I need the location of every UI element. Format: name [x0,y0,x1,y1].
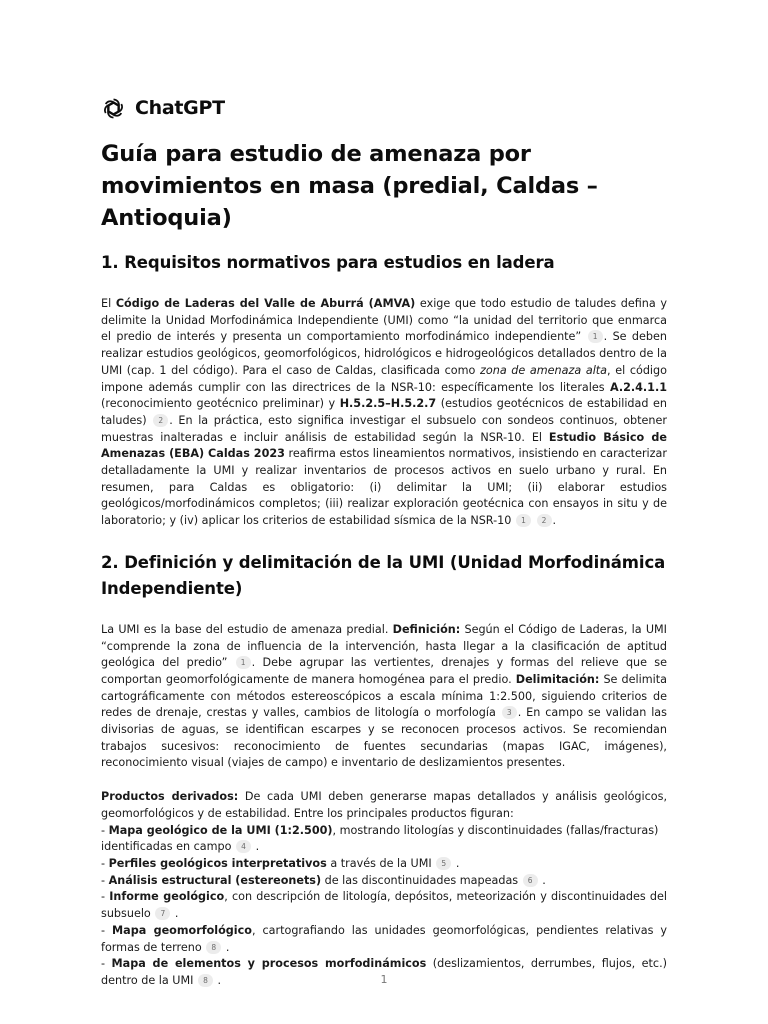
text: , cartografiando las unidades geomorfológicas, pendientes relativas y formas de terreno [101,923,668,954]
citation-badge[interactable]: 6 [523,874,538,887]
text: . [455,856,460,870]
bold-text: Mapa geomorfológico [112,923,252,937]
bold-text: H.5.2.5–H.5.2.7 [339,397,437,411]
italic-text: zona de amenaza alta [480,363,608,377]
page-number: 1 [380,973,388,986]
text: reafirma estos lineamientos normativos, insistiendo en caracterizar detalladamente la UMI y realizar inventarios de procesos activos en suelo urbano y rural. En resumen, para Caldas es obligatorio: (i) delimitar la UMI; (ii) elaborar estudios geológicos/morfodinámicos completos; (iii) realizar exploración geotécnica con ensayos in situ y de laboratorio; y (iv) aplicar los criterios de estabilidad sísmica de la NSR-10 [101,447,667,528]
product-item [101,823,667,856]
products-lead [101,789,667,822]
text: . Debe agrupar las vertientes, drenajes y formas del relieve que se comportan geomorfológicamente de manera homogénea para el predio. [101,656,667,686]
citation-badge[interactable]: 4 [236,840,251,853]
section-1-paragraph [101,296,667,530]
text: El [101,297,116,310]
dash: - [101,957,112,971]
citation-badge[interactable]: 1 [516,514,531,527]
bold-text: Delimitación: [515,672,600,686]
bold-text: Estudio Básico de Amenazas (EBA) Caldas 2023 [101,430,668,461]
bold-text: Mapa geológico de la UMI (1:2.500) [108,823,333,837]
citation-badge[interactable]: 1 [588,330,603,343]
dash: - [101,873,109,887]
text: . Se deben realizar estudios geológicos, geomorfológicos, hidrológicos e hidrogeológicos detallados dentro de la UMI (cap. 1 del código). Para el caso de Caldas, clasificada como [101,330,667,377]
text: , el código impone además cumplir con las directrices de la NSR-10: específicamente los literales [101,363,667,394]
brand-name: ChatGPT [135,97,225,119]
products-paragraph [101,789,667,989]
citation-badge[interactable]: 8 [198,974,213,987]
bold-text: Informe geológico [109,890,225,904]
openai-knot-icon [101,96,126,121]
citation-badge[interactable]: 2 [537,514,552,527]
document-title: Guía para estudio de amenaza por movimientos en masa (predial, Caldas – Antioquia) [101,141,598,231]
product-item [101,856,667,873]
text: Se delimita cartográficamente con métodos estereoscópicos a escala mínima 1:2.500, siguiendo criterios de redes de drenaje, crestas y valles, cambios de litología o morfología [101,672,667,720]
text: . [542,873,546,887]
citation-badge[interactable]: 3 [502,706,517,719]
product-item [101,923,667,956]
citation-badge[interactable]: 7 [155,907,170,920]
text: Según el Código de Laderas, la UMI “comprende la zona de influencia de la intervención, hasta llegar a la clasificación de aptitud geológica del predio” [101,622,667,670]
citation-badge[interactable]: 2 [153,414,168,427]
text: . [552,514,557,528]
bold-text: A.2.4.1.1 [609,380,667,394]
text: , con descripción de litología, depósitos, meteorización y discontinuidades del subsuelo [101,890,668,921]
bold-text: Análisis estructural (estereonets) [108,873,322,887]
bold-text: Mapa de elementos y procesos morfodinámicos [111,957,427,971]
section-2-paragraph [101,622,667,772]
text: (reconocimiento geotécnico preliminar) y [101,397,340,411]
dash: - [101,823,109,837]
citation-badge[interactable]: 5 [436,857,451,870]
text: de las discontinuidades mapeadas [321,873,519,887]
text: , mostrando litologías y discontinuidades (fallas/fracturas) identificadas en campo [101,823,659,854]
citation-badge[interactable]: 1 [236,656,251,669]
text: . [225,940,230,954]
document-body [101,138,667,990]
bold-text: Perfiles geológicos interpretativos [108,856,327,870]
product-item [101,873,667,890]
text: a través de la UMI [326,856,432,870]
dash: - [101,890,110,904]
citation-badge[interactable]: 8 [206,941,221,954]
text: . En campo se validan las divisorias de aguas, se identifican escarpes y se reconocen procesos activos. Se recomiendan trabajos sucesivos: reconocimiento de fuentes secundarias (mapas IGAC, imágenes), reconocimiento visual (viajes de campo) e inventario de deslizamientos presentes. [101,706,667,770]
text: . [174,907,179,921]
section-2-heading: 2. Definición y delimitación de la UMI (Unidad Morfodinámica Independiente) [101,552,666,598]
text: (estudios geotécnicos de estabilidad en taludes) [101,397,668,427]
text: . En la práctica, esto significa investigar el subsuelo con sondeos continuos, obtener muestras inalteradas e incluir análisis de estabilidad según la NSR-10. El [101,413,667,444]
text: exige que todo estudio de taludes defina y delimite la Unidad Morfodinámica Independiente (UMI) como “la unidad del territorio que enmarca el predio de interés y presenta un comportamiento morfodinámico independiente” [101,297,668,344]
text: . [217,973,222,987]
text: (deslizamientos, derrumbes, flujos, etc.) dentro de la UMI [101,957,668,987]
text: De cada UMI deben generarse mapas detallados y análisis geológicos, geomorfológicos y de estabilidad. Entre los principales productos figuran: [101,790,667,820]
text: La UMI es la base del estudio de amenaza predial. [101,622,393,636]
chatgpt-logo [101,95,225,121]
dash: - [101,856,109,870]
bold-text: Productos derivados: [101,790,239,804]
text: . [255,840,260,854]
section-1-heading: 1. Requisitos normativos para estudios en ladera [101,253,555,272]
product-item [101,889,667,922]
bold-text: Definición: [392,622,461,636]
dash: - [101,923,113,937]
bold-text: Código de Laderas del Valle de Aburrá (AMVA) [115,297,416,310]
